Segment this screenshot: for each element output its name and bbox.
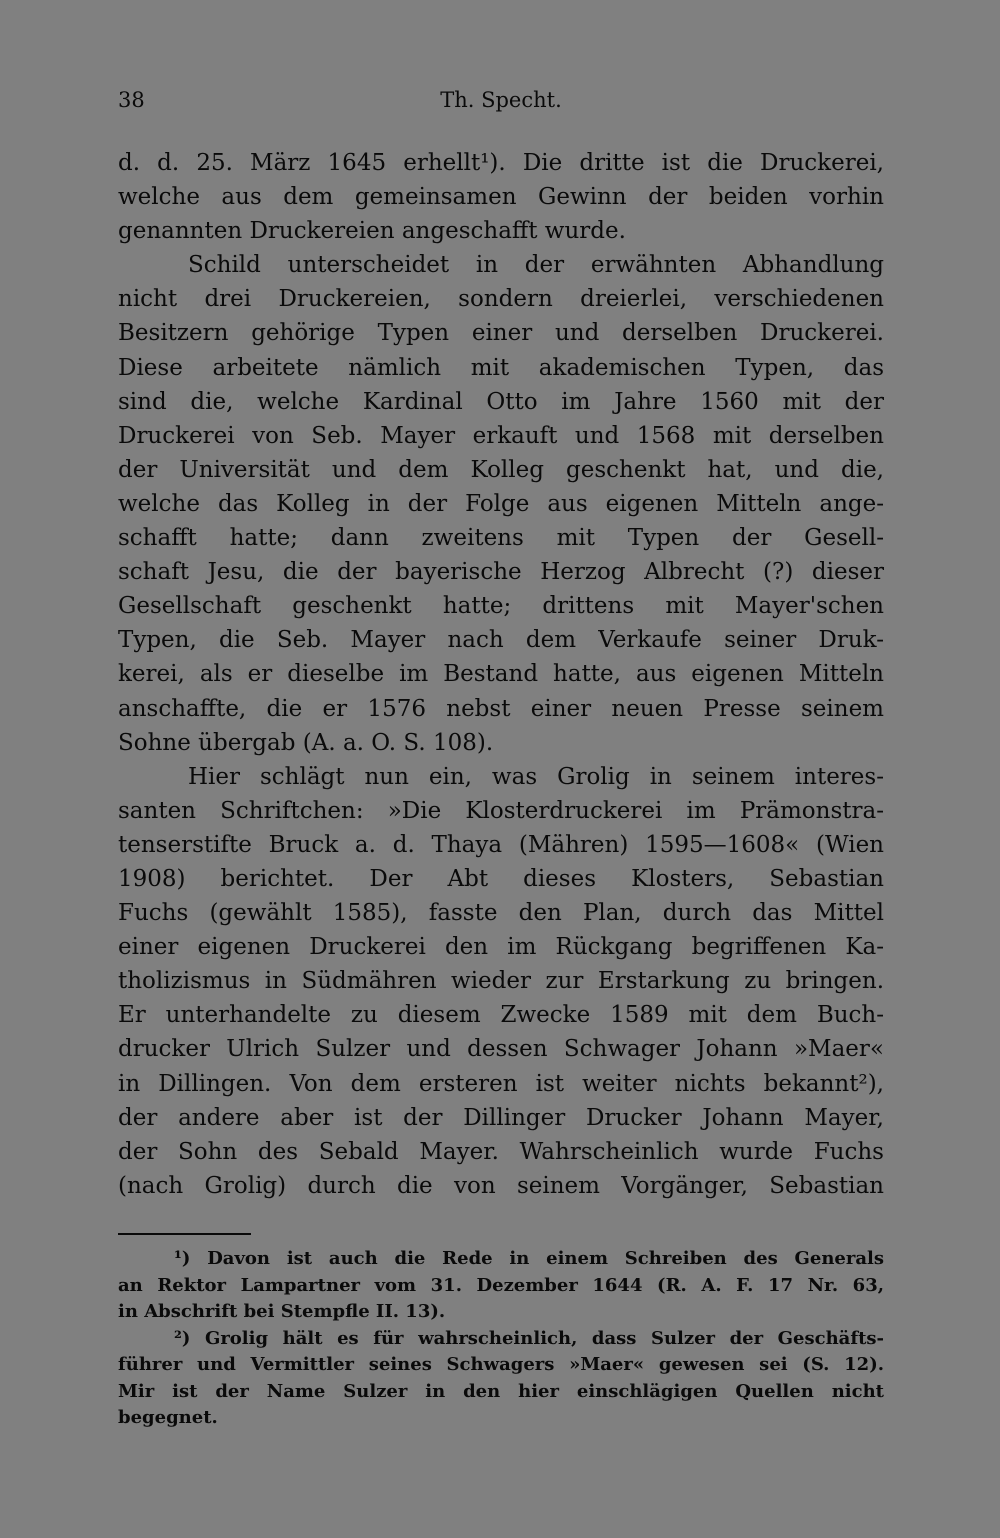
footnote-line: ²) Grolig hält es für wahrscheinlich, dass Sulzer der Geschäfts- (174, 1327, 884, 1349)
footnote-line: führer und Vermittler seines Schwagers »Maer« gewesen sei (S. 12). (118, 1354, 884, 1375)
page-header (118, 88, 884, 118)
text-line: Druckerei von Seb. Mayer erkauft und 1568 mit derselben (118, 422, 884, 449)
text-line: santen Schriftchen: »Die Klosterdruckerei im Prämonstra- (118, 797, 884, 824)
text-line: der andere aber ist der Dillinger Drucker Johann Mayer, (118, 1104, 884, 1131)
text-line: anschaffte, die er 1576 nebst einer neuen Presse seinem (118, 695, 884, 722)
running-title: Th. Specht. (440, 88, 562, 112)
text-line: der Universität und dem Kolleg geschenkt hat, und die, (118, 456, 884, 483)
text-line: tenserstifte Bruck a. d. Thaya (Mähren) 1595—1608« (Wien (118, 831, 884, 858)
text-line: kerei, als er dieselbe im Bestand hatte, aus eigenen Mitteln (118, 661, 884, 688)
body-text (118, 146, 884, 1203)
text-line: Er unterhandelte zu diesem Zwecke 1589 mit dem Buch- (118, 1002, 884, 1029)
text-line: Besitzern gehörige Typen einer und derselben Druckerei. (118, 320, 884, 347)
text-line: Fuchs (gewählt 1585), fasste den Plan, durch das Mittel (118, 900, 884, 927)
text-line: genannten Druckereien angeschafft wurde. (118, 218, 626, 245)
text-line: Typen, die Seb. Mayer nach dem Verkaufe seiner Druk- (118, 627, 884, 654)
text-line: Sohne übergab (A. a. O. S. 108). (118, 729, 494, 756)
text-line: (nach Grolig) durch die von seinem Vorgänger, Sebastian (118, 1172, 884, 1199)
text-line: welche aus dem gemeinsamen Gewinn der beiden vorhin (118, 184, 884, 211)
text-line: schaft Jesu, die der bayerische Herzog Albrecht (?) dieser (118, 559, 884, 586)
text-line: sind die, welche Kardinal Otto im Jahre 1560 mit der (118, 388, 884, 415)
text-line: Gesellschaft geschenkt hatte; drittens mit Mayer'schen (118, 593, 884, 620)
footnote-line: begegnet. (118, 1407, 218, 1428)
page-number: 38 (118, 88, 145, 112)
text-line: in Dillingen. Von dem ersteren ist weiter nichts bekannt²), (118, 1070, 884, 1097)
text-line: nicht drei Druckereien, sondern dreierlei, verschiedenen (118, 286, 884, 313)
footnote-rule (118, 1233, 251, 1235)
text-line: schafft hatte; dann zweitens mit Typen der Gesell- (118, 525, 884, 552)
text-line: welche das Kolleg in der Folge aus eigenen Mitteln ange- (118, 490, 884, 517)
footnote-line: an Rektor Lampartner vom 31. Dezember 1644 (R. A. F. 17 Nr. 63, (118, 1274, 884, 1296)
footnotes (118, 1246, 884, 1432)
footnote-line: ¹) Davon ist auch die Rede in einem Schreiben des Generals (174, 1248, 884, 1269)
footnote-line: in Abschrift bei Stempfle II. 13). (118, 1301, 446, 1322)
text-line: Hier schlägt nun ein, was Grolig in seinem interes- (188, 763, 884, 790)
text-line: der Sohn des Sebald Mayer. Wahrscheinlich wurde Fuchs (118, 1138, 884, 1165)
text-line: drucker Ulrich Sulzer und dessen Schwager Johann »Maer« (118, 1036, 884, 1063)
text-line: Schild unterscheidet in der erwähnten Abhandlung (188, 252, 884, 279)
text-line: einer eigenen Druckerei den im Rückgang begriffenen Ka- (118, 934, 884, 961)
text-line: tholizismus in Südmähren wieder zur Erstarkung zu bringen. (118, 968, 884, 995)
text-line: d. d. 25. März 1645 erhellt¹). Die dritte ist die Druckerei, (118, 150, 884, 176)
text-line: 1908) berichtet. Der Abt dieses Klosters, Sebastian (118, 865, 884, 892)
footnote-line: Mir ist der Name Sulzer in den hier einschlägigen Quellen nicht (118, 1380, 884, 1402)
text-line: Diese arbeitete nämlich mit akademischen Typen, das (118, 354, 884, 381)
